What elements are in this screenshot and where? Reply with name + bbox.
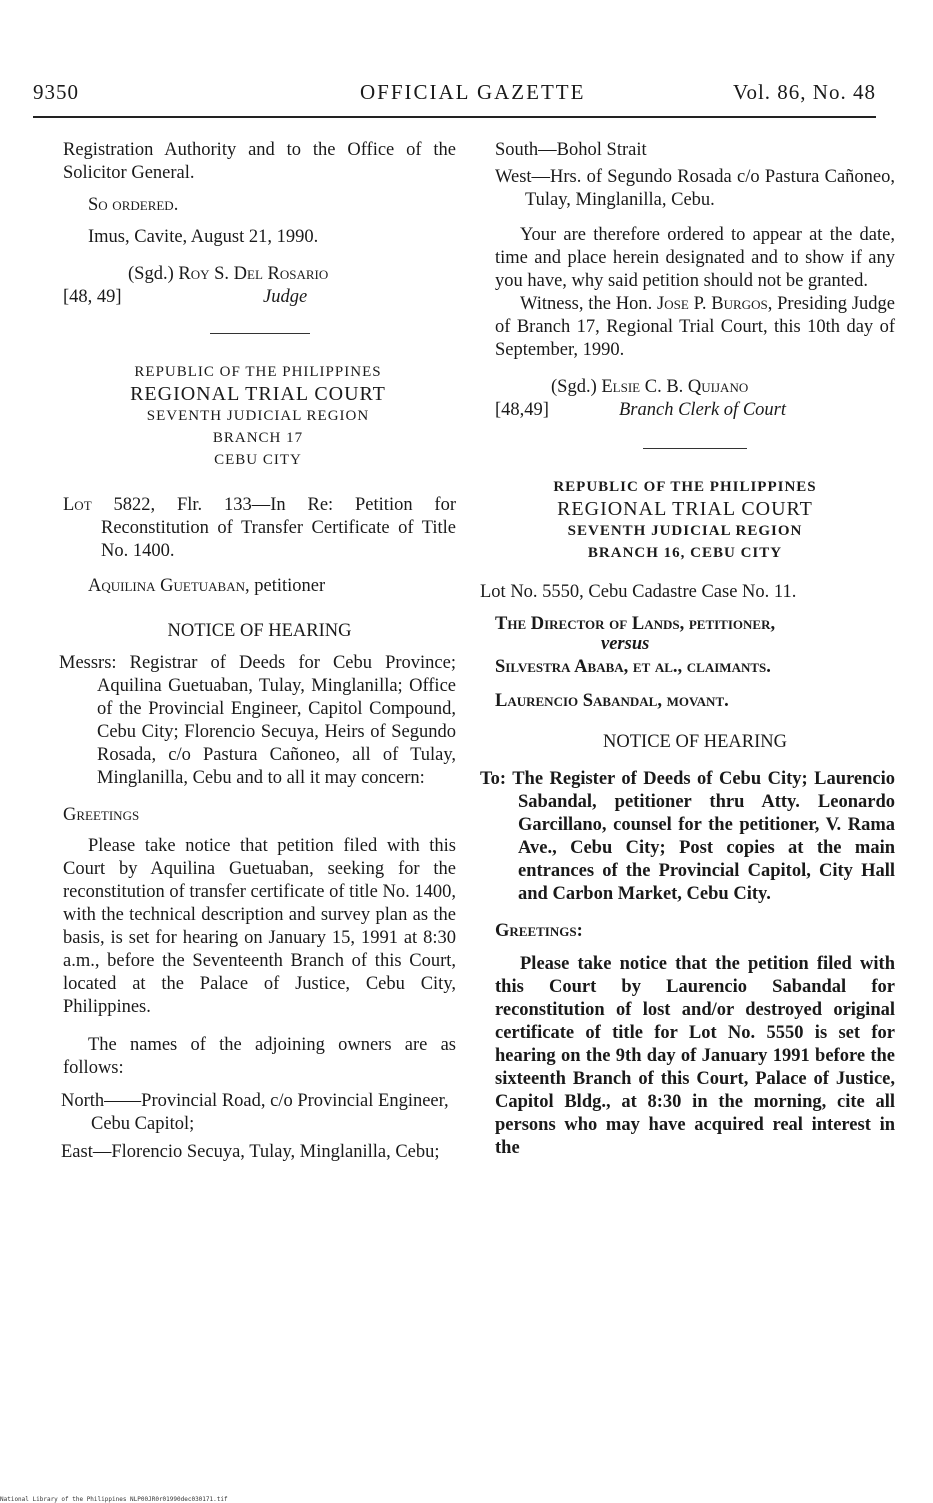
header-rule bbox=[33, 116, 876, 118]
right-column bbox=[480, 139, 895, 1160]
lot-caption bbox=[63, 494, 456, 563]
adjoining-owners-intro: The names of the adjoining owners are as follows: bbox=[63, 1035, 456, 1078]
petitioner-name: Aquilina Guetuaban bbox=[88, 576, 245, 596]
order-text: Your are therefore ordered to appear at the date, time and place herein designated and to show if any you have, why said petition should not be granted. bbox=[495, 225, 895, 291]
judge-title: Judge bbox=[263, 287, 308, 307]
branch-line: BRANCH 17 bbox=[212, 430, 304, 446]
messrs-block: Messrs: Registrar of Deeds for Cebu Province; Aquilina Guetuaban, Tulay, Minglanilla; Office of the Provincial Engineer, Capitol Compound, Cebu City; Florencio Secuya, Heirs of Segundo Rosada, c/o Pastura Cañoneo, all of Tulay, Minglanilla, Cebu and to all it may concern: bbox=[59, 653, 456, 788]
versus-line: versus bbox=[601, 634, 650, 654]
gazette-title: OFFICIAL GAZETTE bbox=[360, 80, 586, 104]
lot-line-right: Lot No. 5550, Cebu Cadastre Case No. 11. bbox=[480, 582, 797, 602]
issue-ref-2: [48,49] bbox=[495, 400, 549, 420]
section-divider-2 bbox=[643, 448, 747, 449]
judge-name: Roy S. Del Rosario bbox=[178, 264, 329, 284]
boundary-south: South—Bohol Strait bbox=[495, 140, 647, 160]
witness-post: , Presiding Judge of Branch 17, Regional Trial Court, this 10th day of September, 1990. bbox=[495, 294, 895, 360]
witness-text bbox=[495, 293, 895, 362]
signature-block-1 bbox=[63, 263, 456, 309]
scan-footer: National Library of the Philippines NLP00JR0r01990dec030171.tif bbox=[0, 1496, 228, 1503]
notice-body-right: Please take notice that the petition filed with this Court by Laurencio Sabandal for reconstitution of lost and/or destroyed original certificate of title for Lot No. 5550 is set for hearing on the 9th day of January 1991 before the sixteenth Branch of this Court, Palace of Justice, Capitol Bldg., at 8:30 in the morning, cite all persons who may have acquired real interest in the bbox=[495, 954, 895, 1158]
continued-text: Registration Authority and to the Office of the Solicitor General. bbox=[63, 140, 456, 183]
witness-name: Jose P. Burgos bbox=[657, 294, 768, 314]
court-heading-16 bbox=[495, 476, 875, 564]
region-line-2: SEVENTH JUDICIAL REGION bbox=[567, 523, 803, 539]
republic-line: REPUBLIC OF THE PHILIPPINES bbox=[134, 364, 382, 380]
clerk-name: Elsie C. B. Quijano bbox=[601, 377, 749, 397]
left-column bbox=[59, 139, 456, 1164]
lot-label: Lot bbox=[63, 495, 92, 515]
court-heading-17 bbox=[63, 361, 453, 471]
notice-heading-right: NOTICE OF HEARING bbox=[603, 732, 787, 752]
boundary-west: West—Hrs. of Segundo Rosada c/o Pastura Cañoneo, Tulay, Minglanilla, Cebu. bbox=[495, 167, 895, 210]
court-name: REGIONAL TRIAL COURT bbox=[130, 383, 386, 405]
greetings-left: Greetings bbox=[63, 805, 140, 825]
sgd-label-2: (Sgd.) bbox=[551, 377, 597, 397]
addressee-block: To: The Register of Deeds of Cebu City; Laurencio Sabandal, petitioner thru Atty. Leonardo Garcillano, counsel for the petitioner, V. Rama Ave., Cebu City; Post copies at the main entrances of the Provincial Capitol, City Hall and Carbon Market, Cebu City. bbox=[480, 769, 895, 904]
signature-block-2 bbox=[495, 376, 895, 422]
section-divider bbox=[210, 333, 310, 334]
branch-city-line: BRANCH 16, CEBU CITY bbox=[587, 545, 783, 561]
issue-ref: [48, 49] bbox=[63, 287, 122, 307]
clerk-title: Branch Clerk of Court bbox=[619, 400, 787, 420]
boundary-north: North——Provincial Road, c/o Provincial Engineer, Cebu Capitol; bbox=[61, 1091, 449, 1134]
page-number: 9350 bbox=[33, 80, 79, 104]
claimants-line: Silvestra Ababa, et al., claimants. bbox=[495, 657, 771, 677]
city-line: CEBU CITY bbox=[214, 452, 302, 468]
petitioner-role: , petitioner bbox=[245, 576, 326, 596]
notice-body-left: Please take notice that petition filed with this Court by Aquilina Guetuaban, seeking for the reconstitution of transfer certificate of title No. 1400, with the technical description and survey plan as the basis, is set for hearing on January 15, 1991 at 8:30 a.m., before the Seventeenth Branch of this Court, located at the Palace of Justice, Cebu City, Philippines. bbox=[63, 836, 456, 1017]
greetings-right: Greetings: bbox=[495, 921, 583, 941]
sgd-label: (Sgd.) bbox=[128, 264, 174, 284]
lot-text: 5822, Flr. 133—In Re: Petition for Reconstitution of Transfer Certificate of Title No. 1400. bbox=[101, 495, 456, 561]
republic-line-2: REPUBLIC OF THE PHILIPPINES bbox=[553, 479, 817, 495]
region-line: SEVENTH JUDICIAL REGION bbox=[146, 408, 370, 424]
petitioner-line bbox=[63, 575, 456, 598]
so-ordered: So ordered. bbox=[88, 195, 179, 215]
movant-line: Laurencio Sabandal, movant. bbox=[495, 691, 729, 711]
volume-number: Vol. 86, No. 48 bbox=[733, 80, 876, 104]
notice-heading-left: NOTICE OF HEARING bbox=[167, 621, 352, 641]
court-name-2: REGIONAL TRIAL COURT bbox=[557, 498, 813, 520]
boundary-east: East—Florencio Secuya, Tulay, Minglanilla, Cebu; bbox=[61, 1142, 440, 1162]
witness-pre: Witness, the Hon. bbox=[520, 294, 658, 314]
place-date: Imus, Cavite, August 21, 1990. bbox=[88, 227, 319, 247]
director-line: The Director of Lands, petitioner, bbox=[495, 614, 776, 634]
